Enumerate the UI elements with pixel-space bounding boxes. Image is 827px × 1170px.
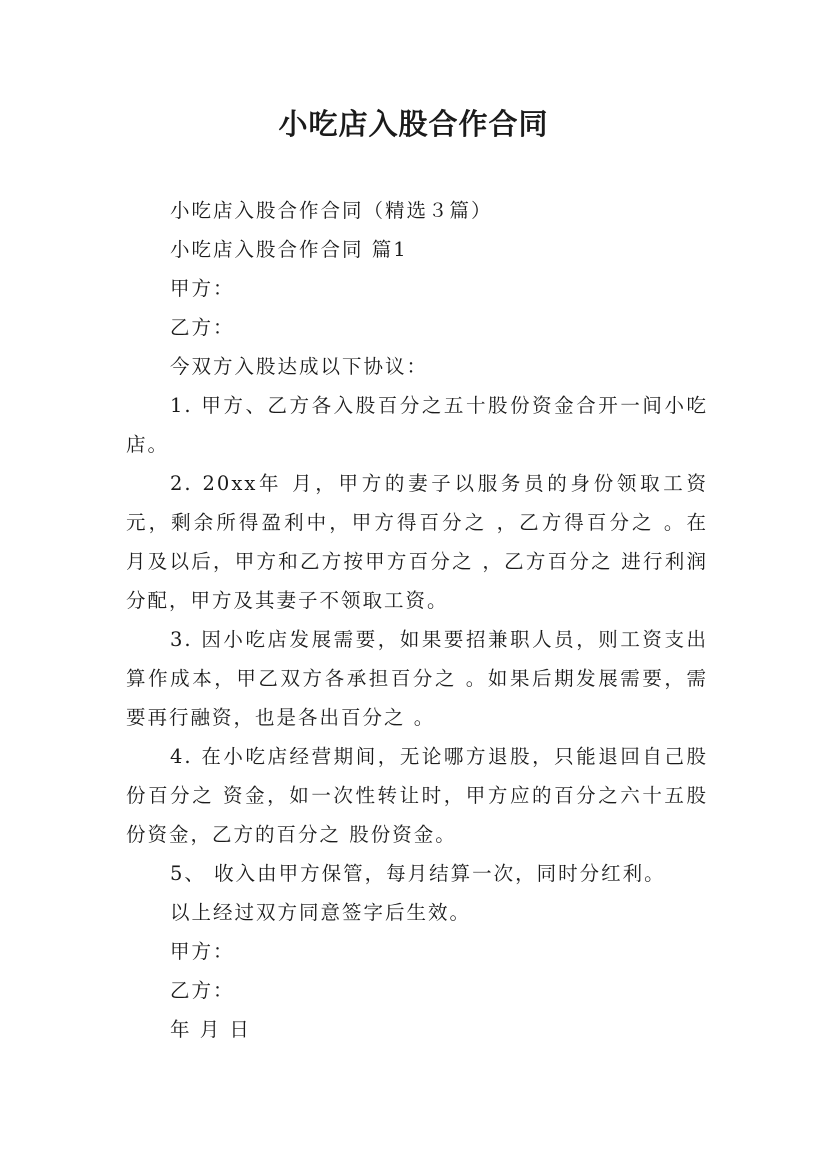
paragraph-subtitle: 小吃店入股合作合同（精选３篇） [170, 199, 493, 222]
paragraph-party-b: 乙方： [170, 316, 235, 339]
paragraph-clause-3: 3. 因小吃店发展需要，如果要招兼职人员，则工资支出算作成本，甲乙双方各承担百分之 。如果后期发展需要，需要再行融资，也是各出百分之 。 [126, 628, 708, 729]
paragraph-date: 年 月 日 [170, 1018, 251, 1041]
paragraph-clause-4: 4. 在小吃店经营期间，无论哪方退股，只能退回自己股份百分之 资金，如一次性转让时，甲方应的百分之六十五股份资金，乙方的百分之 股份资金。 [126, 745, 708, 846]
paragraph-agreement-intro: 今双方入股达成以下协议： [170, 355, 429, 378]
document-body [126, 191, 708, 1049]
paragraph-clause-2: 2. 20xx年 月，甲方的妻子以服务员的身份领取工资 元，剩余所得盈利中，甲方得百分之 ，乙方得百分之 。在 月及以后，甲方和乙方按甲方百分之 ，乙方百分之 进行利润分配，甲方及其妻子不领取工资。 [126, 472, 708, 612]
paragraph-effective: 以上经过双方同意签字后生效。 [170, 901, 472, 924]
paragraph-clause-5: 5、 收入由甲方保管，每月结算一次，同时分红利。 [170, 862, 666, 885]
paragraph-sign-party-b: 乙方： [170, 979, 235, 1002]
paragraph-party-a: 甲方： [170, 277, 235, 300]
paragraph-section-heading: 小吃店入股合作合同 篇1 [170, 238, 408, 261]
paragraph-sign-party-a: 甲方： [170, 940, 235, 963]
document-title: 小吃店入股合作合同 [278, 107, 549, 141]
paragraph-clause-1: 1. 甲方、乙方各入股百分之五十股份资金合开一间小吃店。 [126, 394, 708, 456]
